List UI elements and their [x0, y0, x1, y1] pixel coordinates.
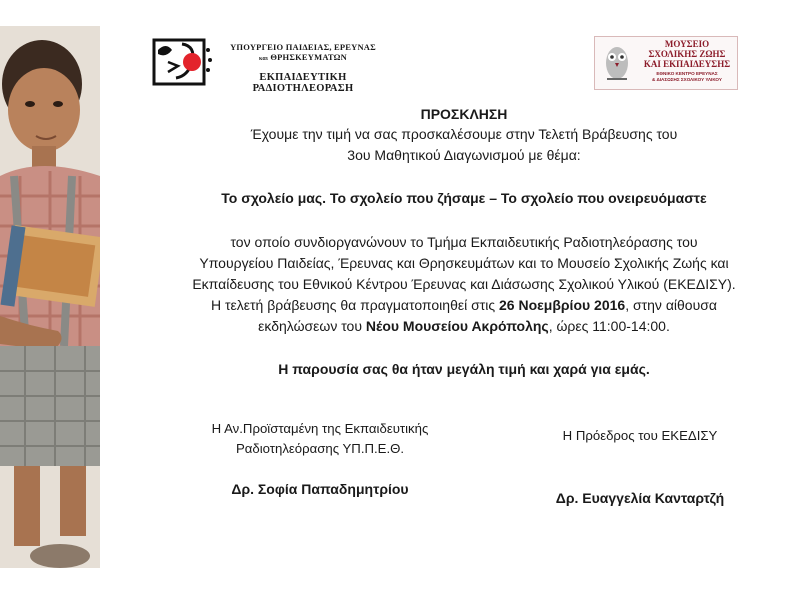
museum-line-2: ΣΧΟΛΙΚΗΣ ΖΩΗΣ: [648, 49, 726, 59]
right-signatory-role: Η Πρόεδρος του ΕΚΕΔΙΣΥ: [562, 428, 718, 443]
museum-name: [639, 39, 735, 69]
museum-line-1: ΜΟΥΣΕΙΟ: [664, 39, 710, 49]
left-signatory-name: Δρ. Σοφία Παπαδημητρίου: [231, 481, 409, 497]
intro-line-2: 3ου Μαθητικού Διαγωνισμού με θέμα:: [347, 147, 581, 163]
closing-sentence: Η παρουσία σας θα ήταν μεγάλη τιμή και χαρά για εμάς.: [278, 361, 650, 377]
museum-subtitle: [639, 71, 735, 83]
body-line-5: [170, 316, 758, 337]
ministry-line-1: ΥΠΟΥΡΓΕΙΟ ΠΑΙΔΕΙΑΣ, ΕΡΕΥΝΑΣ: [230, 42, 376, 52]
invitation-body: [170, 232, 758, 337]
right-signatory-name: Δρ. Ευαγγελία Κανταρτζή: [555, 490, 725, 506]
museum-sub-2: & ΔΙΑΣΩΣΗΣ ΣΧΟΛΙΚΟΥ ΥΛΙΚΟΥ: [652, 77, 722, 82]
left-role-line-1: Η Αν.Προϊσταμένη της Εκπαιδευτικής: [211, 421, 429, 436]
body-line-5-pre: εκδηλώσεων του: [258, 318, 366, 334]
invitation-intro: [170, 124, 758, 166]
museum-line-3: ΚΑΙ ΕΚΠΑΙΔΕΥΣΗΣ: [643, 59, 731, 69]
invitation-title: ΠΡΟΣΚΛΗΣΗ: [420, 106, 508, 122]
owl-icon: [599, 41, 635, 85]
ministry-line-2: και: [259, 56, 269, 62]
body-line-4: [170, 295, 758, 316]
edu-tv-emblem-icon: [152, 36, 214, 90]
event-venue: Νέου Μουσείου Ακρόπολης: [365, 318, 549, 334]
competition-theme: Το σχολείο μας. Το σχολείο που ζήσαμε – Το σχολείο που ονειρευόμαστε: [221, 190, 707, 206]
ministry-line-3: ΘΡΗΣΚΕΥΜΑΤΩΝ: [270, 52, 347, 62]
left-signatory-role: [186, 419, 454, 459]
boy-illustration: [0, 26, 100, 568]
event-date: 26 Νοεμβρίου 2016: [499, 297, 626, 313]
body-line-1: τον οποίο συνδιοργανώνουν το Τμήμα Εκπαιδευτικής Ραδιοτηλεόρασης του: [230, 234, 698, 250]
left-role-line-2: Ραδιοτηλεόρασης ΥΠ.Π.Ε.Θ.: [235, 441, 405, 456]
ministry-name: [222, 42, 384, 64]
body-line-2: Υπουργείου Παιδείας, Έρευνας και Θρησκευμάτων και το Μουσείο Σχολικής Ζωής και: [199, 255, 729, 271]
intro-line-1: Έχουμε την τιμή να σας προσκαλέσουμε στην Τελετή Βράβευσης του: [250, 126, 678, 142]
boy-photo: [0, 26, 100, 568]
museum-logo: [594, 36, 738, 90]
museum-sub-1: ΕΘΝΙΚΟ ΚΕΝΤΡΟ ΕΡΕΥΝΑΣ: [656, 71, 718, 76]
tv-name: ΕΚΠΑΙΔΕΥΤΙΚΗ ΡΑΔΙΟΤΗΛΕΟΡΑΣΗ: [252, 72, 354, 94]
body-line-4-post: , στην αίθουσα: [625, 297, 717, 313]
body-line-3: Εκπαίδευσης του Εθνικού Κέντρου Έρευνας και Διάσωσης Σχολικού Υλικού (ΕΚΕΔΙΣΥ).: [192, 276, 736, 292]
body-line-4-pre: Η τελετή βράβευσης θα πραγματοποιηθεί στις: [211, 297, 500, 313]
edu-tv-logo: [152, 36, 384, 92]
body-line-5-post: , ώρες 11:00-14:00.: [548, 318, 670, 334]
